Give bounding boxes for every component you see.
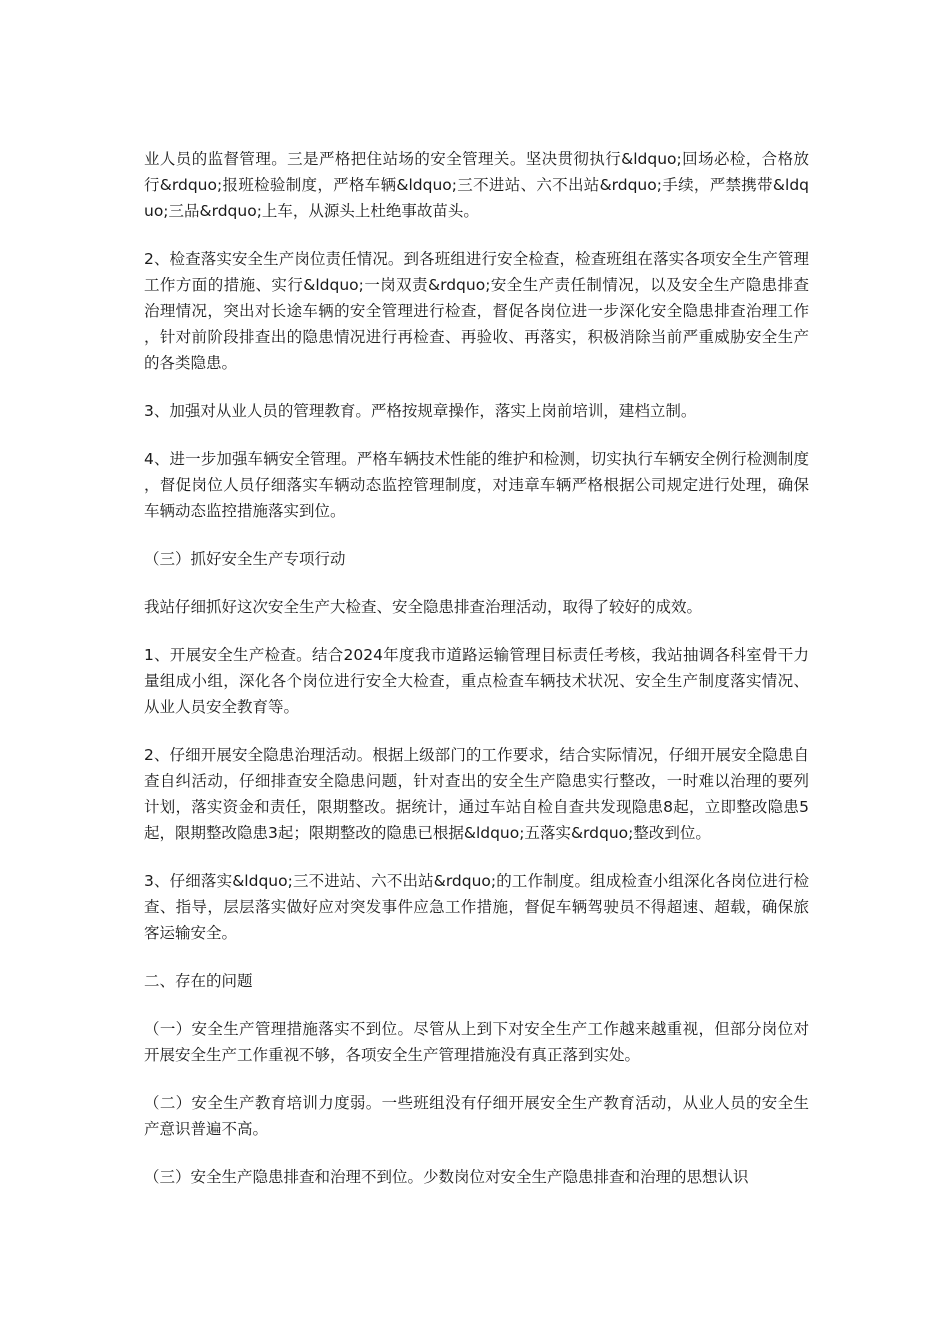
paragraph-11: （一）安全生产管理措施落实不到位。尽管从上到下对安全生产工作越来越重视，但部分岗位对开展安全生产工作重视不够，各项安全生产管理措施没有真正落到实处。 (144, 1020, 809, 1064)
paragraph-6: 我站仔细抓好这次安全生产大检查、安全隐患排查治理活动，取得了较好的成效。 (144, 598, 703, 616)
paragraph-8: 2、仔细开展安全隐患治理活动。根据上级部门的工作要求，结合实际情况，仔细开展安全隐患自查自纠活动，仔细排查安全隐患问题，针对查出的安全生产隐患实行整改，一时难以治理的要列计划，落实资金和责任，限期整改。据统计，通过车站自检自查共发现隐患8起，立即整改隐患5起，限期整改隐患3起；限期整改的隐患已根据&ldquo;五落实&rdquo;整改到位。 (144, 746, 809, 842)
paragraph-13: （三）安全生产隐患排查和治理不到位。少数岗位对安全生产隐患排查和治理的思想认识 (144, 1168, 749, 1186)
paragraph-2: 2、检查落实安全生产岗位责任情况。到各班组进行安全检查，检查班组在落实各项安全生产管理工作方面的措施、实行&ldquo;一岗双责&rdquo;安全生产责任制情况，以及安全生产隐患排查治理情况，突出对长途车辆的安全管理进行检查，督促各岗位进一步深化安全隐患排查治理工作，针对前阶段排查出的隐患情况进行再检查、再验收、再落实，积极消除当前严重威胁安全生产的各类隐患。 (144, 250, 809, 372)
paragraph-12: （二）安全生产教育培训力度弱。一些班组没有仔细开展安全生产教育活动，从业人员的安全生产意识普遍不高。 (144, 1094, 809, 1138)
paragraph-3: 3、加强对从业人员的管理教育。严格按规章操作，落实上岗前培训，建档立制。 (144, 402, 697, 420)
paragraph-9: 3、仔细落实&ldquo;三不进站、六不出站&rdquo;的工作制度。组成检查小组深化各岗位进行检查、指导，层层落实做好应对突发事件应急工作措施，督促车辆驾驶员不得超速、超载，确保旅客运输安全。 (144, 872, 809, 942)
paragraph-7: 1、开展安全生产检查。结合2024年度我市道路运输管理目标责任考核，我站抽调各科室骨干力量组成小组，深化各个岗位进行安全大检查，重点检查车辆技术状况、安全生产制度落实情况、从业人员安全教育等。 (144, 646, 809, 716)
paragraph-1: 业人员的监督管理。三是严格把住站场的安全管理关。坚决贯彻执行&ldquo;回场必检，合格放行&rdquo;报班检验制度，严格车辆&ldquo;三不进站、六不出站&rdquo;手续，严禁携带&ldquo;三品&rdquo;上车，从源头上杜绝事故苗头。 (144, 150, 809, 220)
section-heading-3: （三）抓好安全生产专项行动 (144, 550, 346, 568)
section-heading-problems: 二、存在的问题 (144, 972, 253, 990)
document-body (144, 146, 809, 1212)
paragraph-4: 4、进一步加强车辆安全管理。严格车辆技术性能的维护和检测，切实执行车辆安全例行检测制度，督促岗位人员仔细落实车辆动态监控管理制度，对违章车辆严格根据公司规定进行处理，确保车辆动态监控措施落实到位。 (144, 450, 809, 520)
